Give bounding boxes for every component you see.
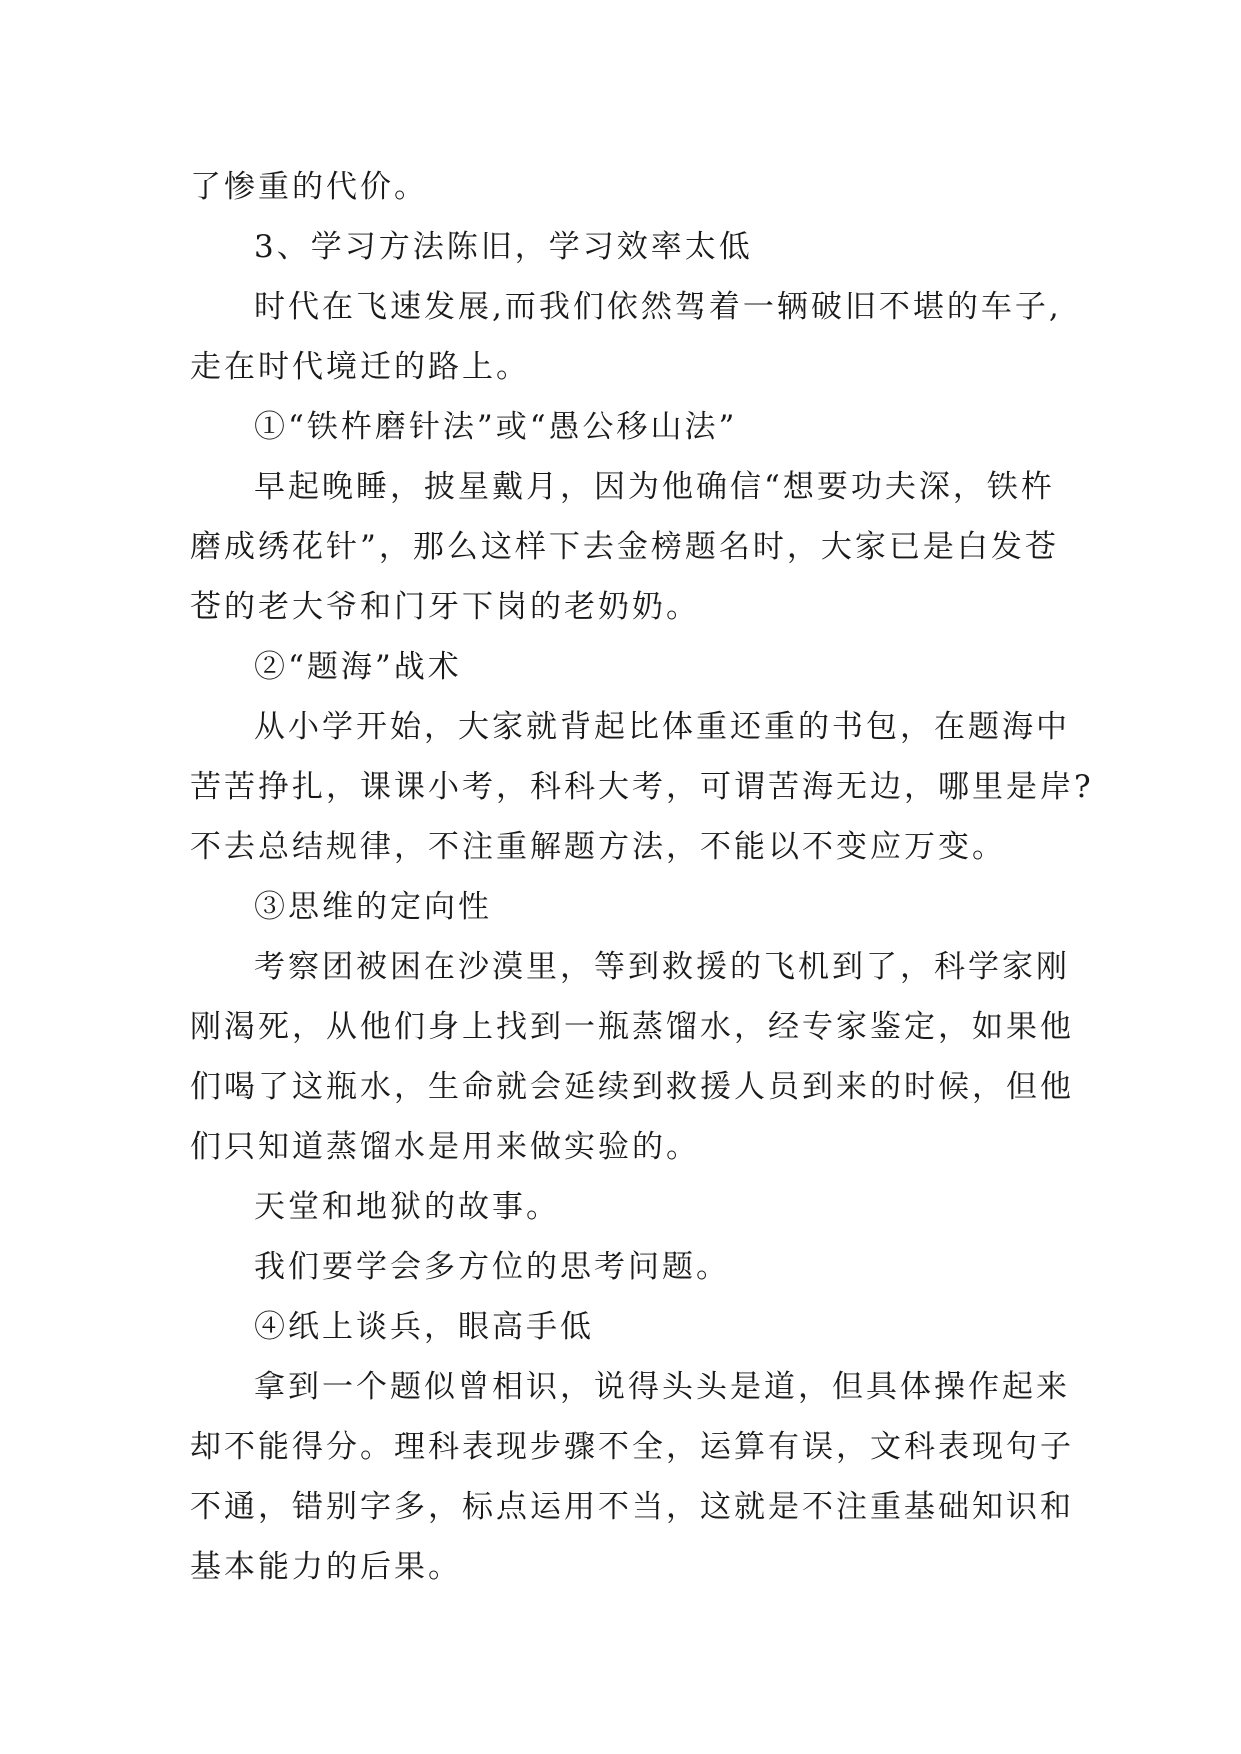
text-line: 们喝了这瓶水，生命就会延续到救援人员到来的时候，但他 xyxy=(190,1069,1074,1105)
text-line: 不去总结规律，不注重解题方法，不能以不变应万变。 xyxy=(190,829,1006,865)
text-line: 拿到一个题似曾相识，说得头头是道，但具体操作起来 xyxy=(254,1369,1070,1405)
text-line: 基本能力的后果。 xyxy=(190,1549,462,1585)
text-line: 我们要学会多方位的思考问题。 xyxy=(254,1249,730,1285)
text-line: 刚渴死，从他们身上找到一瓶蒸馏水，经专家鉴定，如果他 xyxy=(190,1009,1074,1045)
text-line: 苍的老大爷和门牙下岗的老奶奶。 xyxy=(190,589,700,625)
subsection-heading: ①“铁杵磨针法”或“愚公移山法” xyxy=(254,409,738,445)
text-line: 早起晚睡，披星戴月，因为他确信“想要功夫深，铁杵 xyxy=(254,469,1055,505)
text-line: 了惨重的代价。 xyxy=(190,169,428,205)
subsection-heading: ③思维的定向性 xyxy=(254,889,492,925)
subsection-heading: ②“题海”战术 xyxy=(254,649,462,685)
text-line: 走在时代境迁的路上。 xyxy=(190,349,530,385)
text-line: 不通，错别字多，标点运用不当，这就是不注重基础知识和 xyxy=(190,1489,1074,1525)
text-line: 天堂和地狱的故事。 xyxy=(254,1189,560,1225)
text-line: 苦苦挣扎，课课小考，科科大考，可谓苦海无边，哪里是岸? xyxy=(190,769,1094,805)
section-heading: 3、学习方法陈旧，学习效率太低 xyxy=(254,229,753,265)
document-body xyxy=(190,157,1094,1597)
text-line: 磨成绣花针”，那么这样下去金榜题名时，大家已是白发苍 xyxy=(190,529,1059,565)
text-line: 却不能得分。理科表现步骤不全，运算有误，文科表现句子 xyxy=(190,1429,1074,1465)
text-line: 从小学开始，大家就背起比体重还重的书包，在题海中 xyxy=(254,709,1070,745)
text-line: 们只知道蒸馏水是用来做实验的。 xyxy=(190,1129,700,1165)
text-line: 时代在飞速发展,而我们依然驾着一辆破旧不堪的车子, xyxy=(254,289,1062,325)
subsection-heading: ④纸上谈兵，眼高手低 xyxy=(254,1309,594,1345)
text-line: 考察团被困在沙漠里，等到救援的飞机到了，科学家刚 xyxy=(254,949,1070,985)
